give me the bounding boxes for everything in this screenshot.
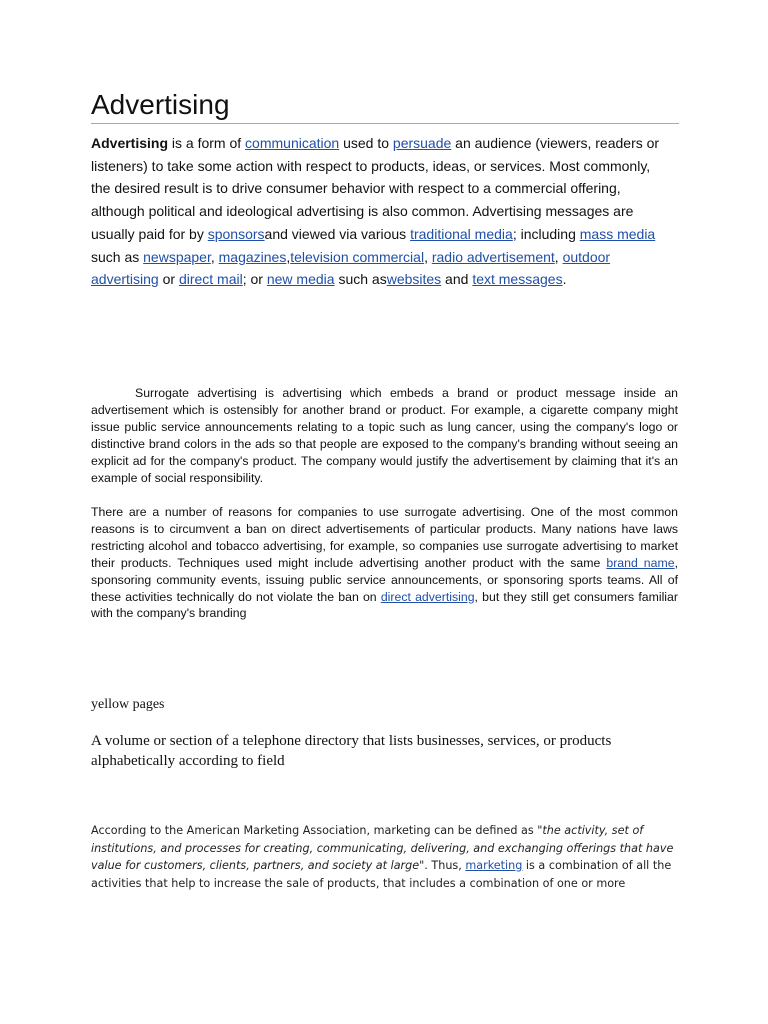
- link-radio-advertisement[interactable]: radio advertisement: [431, 248, 555, 265]
- text-segment: , sponsoring community events, issuing public service announcements, or sponsoring sports teams. All of these activities technically do not violate the ban on: [91, 555, 678, 604]
- surrogate-paragraph-1: Surrogate advertising is advertising which embeds a brand or product message inside an advertisement which is ostensibly for another brand or product. For example, a cigarette company might issue public service announcements relating to a topic such as lung cancer, using the company's logo or distinctive brand colors in the ads so that people are exposed to the company's branding without seeing an explicit ad for the company's product. The company would justify the advertisement by claiming that it's an example of social responsibility.: [91, 386, 678, 485]
- link-persuade[interactable]: persuade: [392, 135, 452, 151]
- link-communication[interactable]: communication: [245, 135, 340, 151]
- link-mass-media[interactable]: mass media: [579, 225, 656, 242]
- text-segment: such as: [334, 271, 387, 288]
- link-television-commercial[interactable]: television commercial: [290, 248, 425, 265]
- text-segment: ,: [210, 248, 219, 265]
- link-sponsors[interactable]: sponsors: [207, 225, 265, 242]
- text-segment: .: [562, 271, 567, 288]
- text-segment: and: [441, 271, 473, 288]
- link-new-media[interactable]: new media: [266, 271, 335, 288]
- intro-paragraph: [91, 132, 671, 291]
- link-direct-advertising[interactable]: direct advertising: [380, 589, 475, 604]
- text-segment: is a combination of all the activities that help to increase the sale of products, that includes a combination of one or more: [91, 859, 672, 890]
- yellow-pages-definition: A volume or section of a telephone directory that lists businesses, services, or products alphabetically according to field: [91, 733, 612, 769]
- text-segment: ,: [424, 248, 432, 265]
- text-segment: There are a number of reasons for companies to use surrogate advertising. One of the most common reasons is to circumvent a ban on direct advertisements of particular products. Many nations have laws restricting alcohol and tobacco advertising, for example, so companies use surrogate advertising to market their products. Techniques used might include advertising another product with the same: [91, 505, 678, 570]
- link-websites[interactable]: websites: [386, 271, 442, 288]
- text-segment: such as: [91, 248, 144, 265]
- text-segment: , but they still get consumers familiar with the company's branding: [91, 589, 678, 621]
- text-segment: is a form of: [168, 135, 246, 151]
- text-segment: used to: [339, 135, 393, 151]
- text-segment: or: [158, 271, 179, 288]
- link-magazines[interactable]: magazines: [218, 248, 287, 265]
- link-newspaper[interactable]: newspaper: [143, 248, 211, 265]
- link-outdoor-advertising[interactable]: outdoor advertising: [91, 248, 611, 288]
- text-segment: ,: [554, 248, 563, 265]
- bold-term: Advertising: [91, 135, 169, 151]
- text-segment: an audience (viewers, readers or listeners) to take some action with respect to products, ideas, or services. Most commonly, the desired result is to drive consumer behavior with respect to a commercial offering, although political and ideological advertising is also common. Advertising messages are usually paid for by: [91, 135, 660, 242]
- text-segment: ". Thus,: [419, 859, 466, 872]
- surrogate-paragraph-2: [91, 504, 678, 622]
- link-text-messages[interactable]: text messages: [472, 271, 563, 288]
- text-segment: ; or: [242, 271, 267, 288]
- link-brand-name[interactable]: brand name: [606, 555, 675, 570]
- text-segment: ,: [286, 248, 291, 265]
- page-title: Advertising: [91, 87, 679, 124]
- marketing-paragraph: [91, 822, 691, 892]
- link-direct-mail[interactable]: direct mail: [178, 271, 243, 288]
- yellow-pages-term: yellow pages: [91, 697, 165, 712]
- link-marketing[interactable]: marketing: [465, 859, 523, 872]
- ama-quote: the activity, set of institutions, and processes for creating, communicating, delivering, and exchanging offerings that have value for customers, clients, partners, and society at large: [91, 824, 674, 872]
- link-traditional-media[interactable]: traditional media: [410, 225, 513, 242]
- text-segment: and viewed via various: [264, 225, 411, 242]
- text-segment: ; including: [512, 225, 580, 242]
- text-segment: According to the American Marketing Association, marketing can be defined as ": [91, 824, 543, 837]
